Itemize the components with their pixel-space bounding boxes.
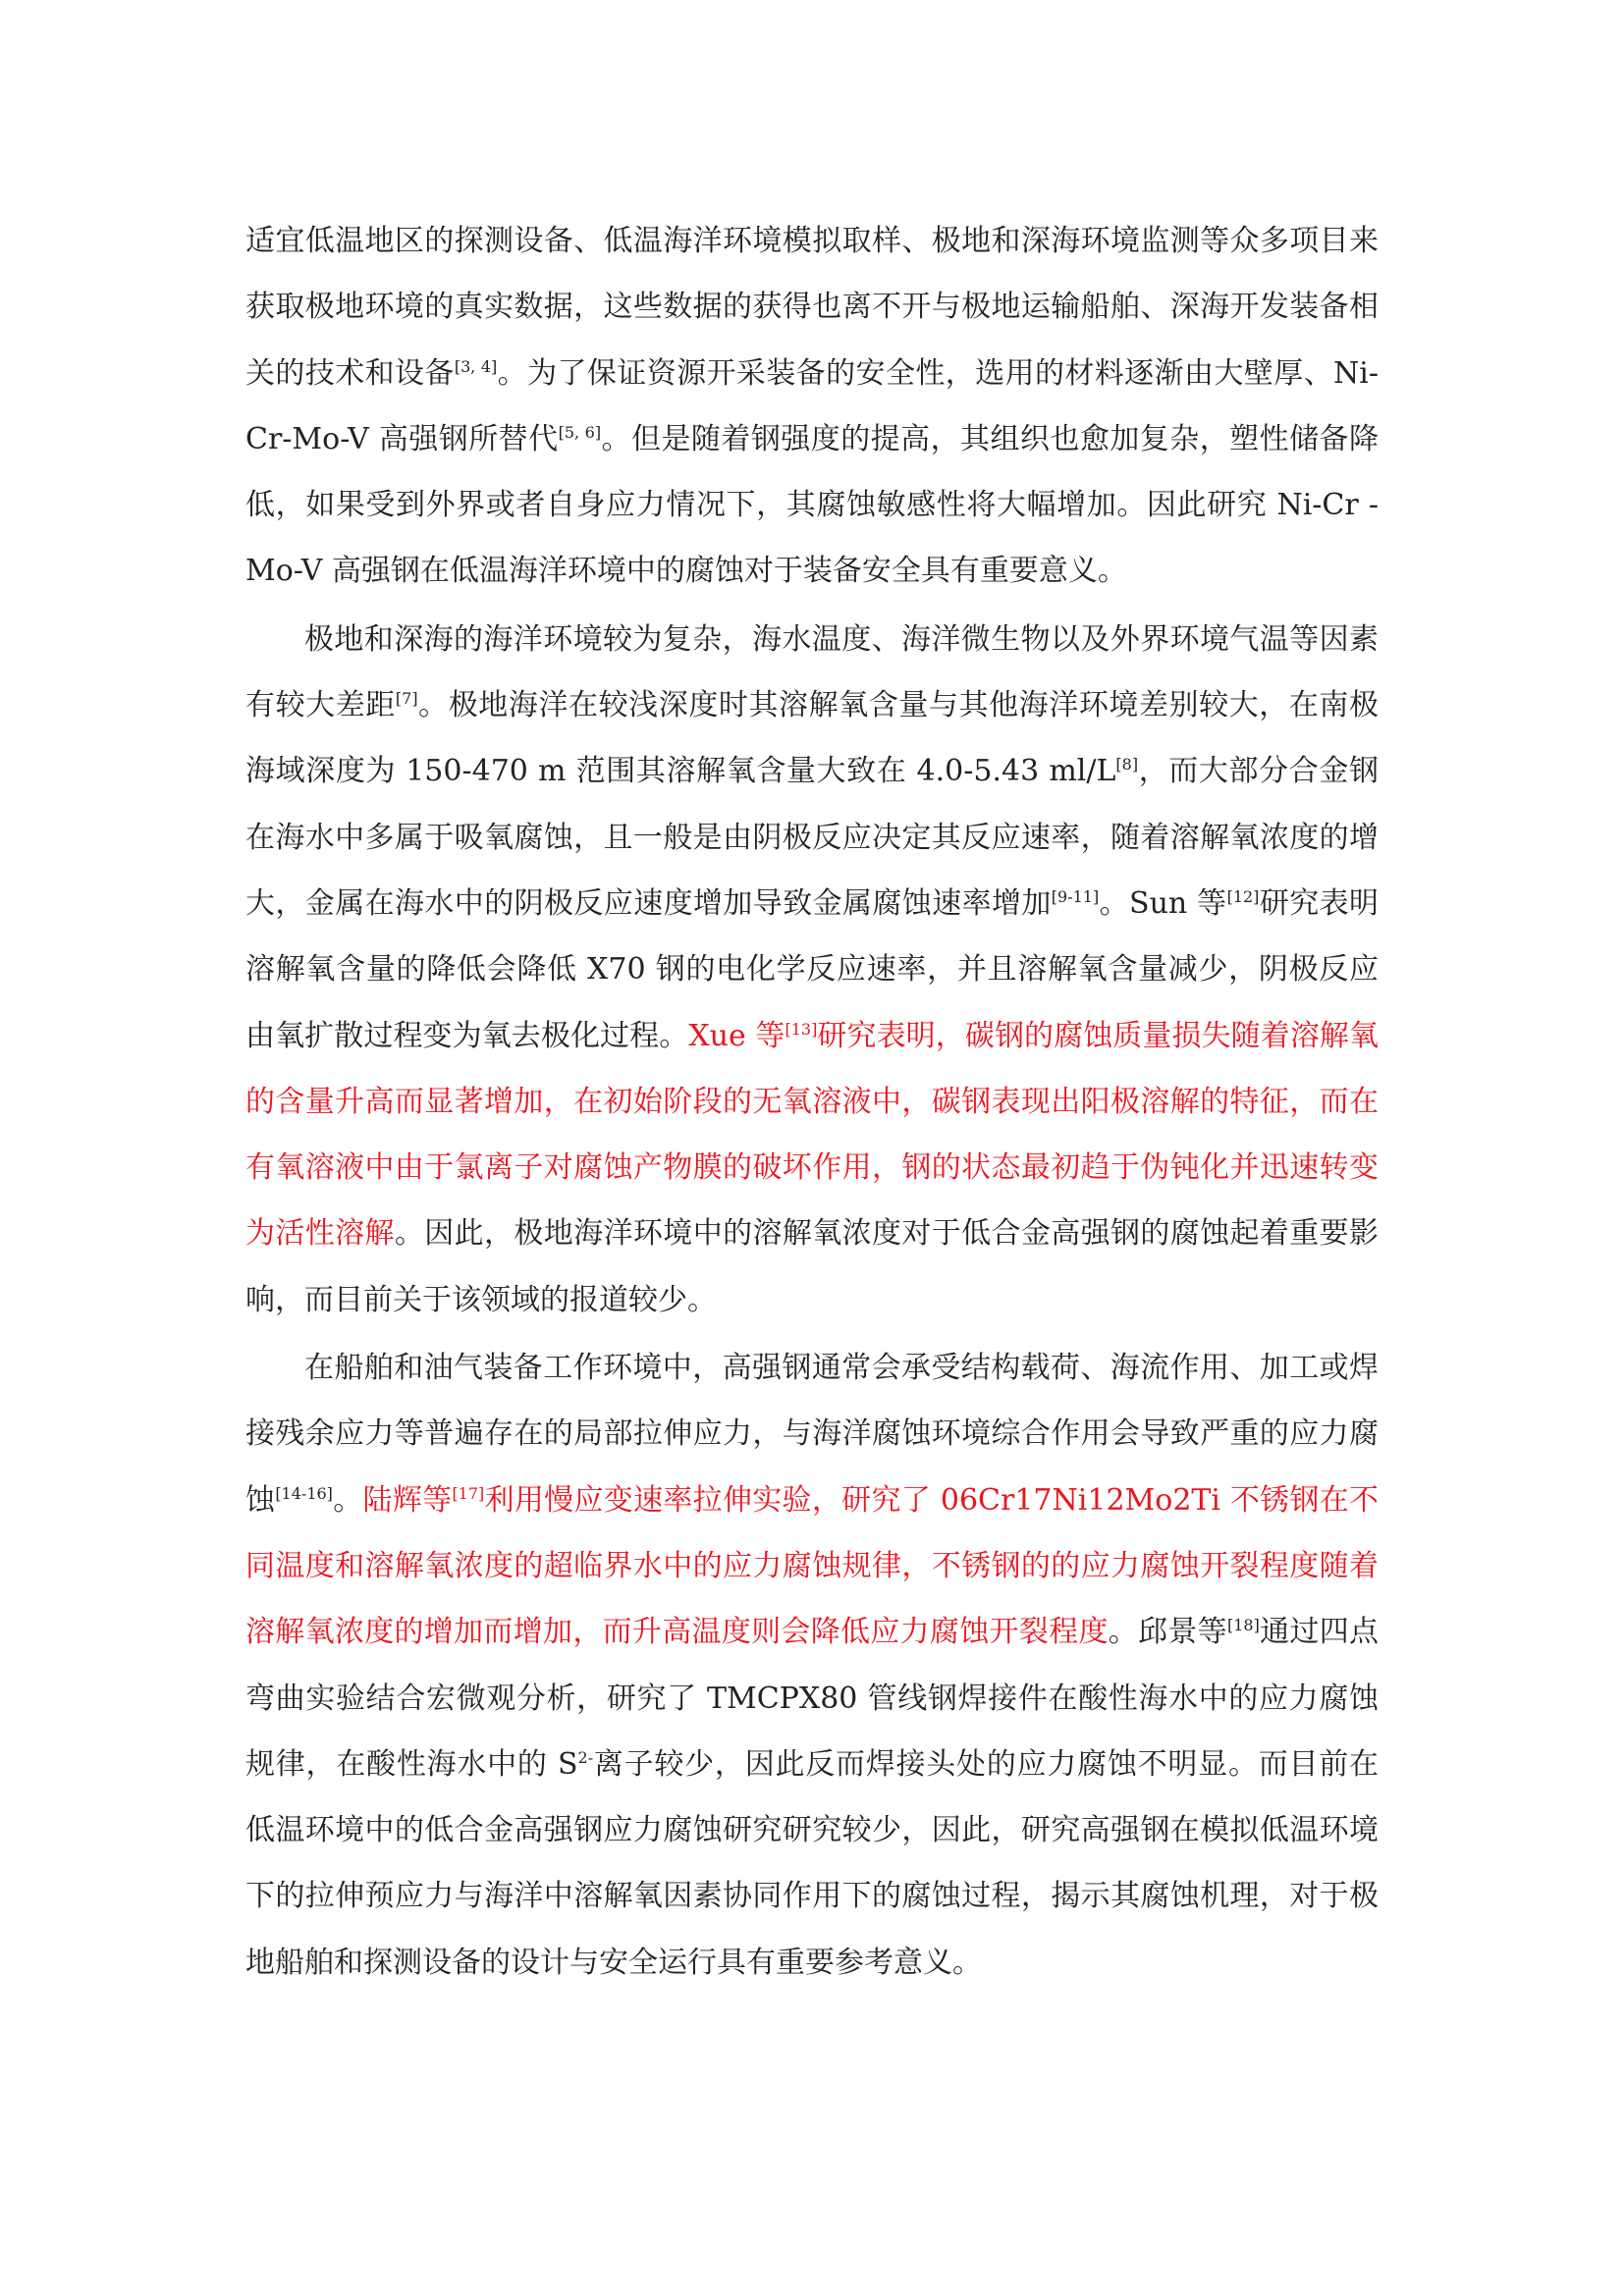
text-run: 在船舶和油气装备工作环境中，高强钢通常会承受结构载荷、海流作用、加工或焊接残余应力等普遍存在的局部拉伸应力，与海洋腐蚀环境综合作用会导致严重的应力腐蚀 — [245, 1351, 1379, 1518]
citation: [14-16] — [275, 1483, 333, 1503]
text-run: 极地和深海的海洋环境较为复杂，海水温度、海洋微生物以及外界环境气温等因素有较大差距 — [245, 621, 1379, 723]
text-run: 。邱景等 — [1108, 1615, 1227, 1650]
paragraph-1 — [245, 208, 1379, 605]
text-run: 通过四点弯曲实验结合宏微观分析，研究了 TMCPX80 管线钢焊接件在酸性海水中的应力腐蚀规律，在酸性海水中的 S — [245, 1615, 1380, 1782]
text-run: 适宜低温地区的探测设备、低温海洋环境模拟取样、极地和深海环境监测等众多项目来获取极地环境的真实数据，这些数据的获得也离不开与极地运输船舶、深海开发装备相关的技术和设备 — [245, 224, 1379, 391]
highlighted-text-run: Xue 等 — [688, 1018, 785, 1053]
text-run: 。Sun 等 — [1099, 885, 1227, 921]
text-run: 研究表明溶解氧含量的降低会降低 X70 钢的电化学反应速率，并且溶解氧含量减少，阴极反应由氧扩散过程变为氧去极化过程。 — [245, 885, 1380, 1053]
highlighted-text-run: 利用慢应变速率拉伸实验，研究了 06Cr17Ni12Mo2Ti 不锈钢在不同温度和溶解氧浓度的超临界水中的应力腐蚀规律，不锈钢的的应力腐蚀开裂程度随着溶解氧浓度的增加而增加，而升高温度则会降低应力腐蚀开裂程度 — [245, 1482, 1380, 1650]
paragraph-3 — [245, 1335, 1379, 1996]
citation: [13] — [785, 1019, 818, 1039]
text-run: 。因此，极地海洋环境中的溶解氧浓度对于低合金高强钢的腐蚀起着重要影响，而目前关于该领域的报道较少。 — [245, 1216, 1380, 1317]
text-run: ，而大部分合金钢在海水中多属于吸氧腐蚀，且一般是由阴极反应决定其反应速率，随着溶解氧浓度的增大，金属在海水中的阴极反应速度增加导致金属腐蚀速率增加 — [245, 754, 1379, 921]
citation: [17] — [452, 1483, 485, 1503]
citation: [7] — [395, 689, 418, 709]
citation: [8] — [1115, 755, 1139, 774]
text-run: 。 — [332, 1482, 363, 1518]
superscript-charge: 2- — [577, 1747, 594, 1767]
citation: [18] — [1226, 1616, 1260, 1635]
text-run: 。但是随着钢强度的提高，其组织也愈加复杂，塑性储备降低，如果受到外界或者自身应力情况下，其腐蚀敏感性将大幅增加。因此研究 Ni-Cr -Mo-V 高强钢在低温海洋环境中的腐蚀对于装备安全具有重要意义。 — [245, 421, 1380, 589]
citation: [9-11] — [1051, 886, 1100, 906]
paragraph-2 — [245, 607, 1379, 1333]
text-run: 。极地海洋在较浅深度时其溶解氧含量与其他海洋环境差别较大，在南极海域深度为 150-470 m 范围其溶解氧含量大致在 4.0-5.43 ml/L — [245, 688, 1380, 789]
body-text — [245, 208, 1379, 1996]
text-run: 。为了保证资源开采装备的安全性，选用的材料逐渐由大壁厚、Ni-Cr-Mo-V 高强钢所替代 — [245, 355, 1380, 456]
text-run: 离子较少，因此反而焊接头处的应力腐蚀不明显。而目前在低温环境中的低合金高强钢应力腐蚀研究研究较少，因此，研究高强钢在模拟低温环境下的拉伸预应力与海洋中溶解氧因素协同作用下的腐蚀过程，揭示其腐蚀机理，对于极地船舶和探测设备的设计与安全运行具有重要参考意义。 — [245, 1746, 1380, 1980]
citation: [12] — [1226, 886, 1260, 906]
highlighted-text-run: 陆辉等 — [362, 1482, 453, 1518]
highlighted-text-run: 研究表明，碳钢的腐蚀质量损失随着溶解氧的含量升高而显著增加，在初始阶段的无氧溶液中，碳钢表现出阳极溶解的特征，而在有氧溶液中由于氯离子对腐蚀产物膜的破坏作用，钢的状态最初趋于伪钝化并迅速转变为活性溶解 — [245, 1018, 1380, 1252]
citation: [3, 4] — [454, 356, 498, 376]
citation: [5, 6] — [558, 422, 602, 442]
